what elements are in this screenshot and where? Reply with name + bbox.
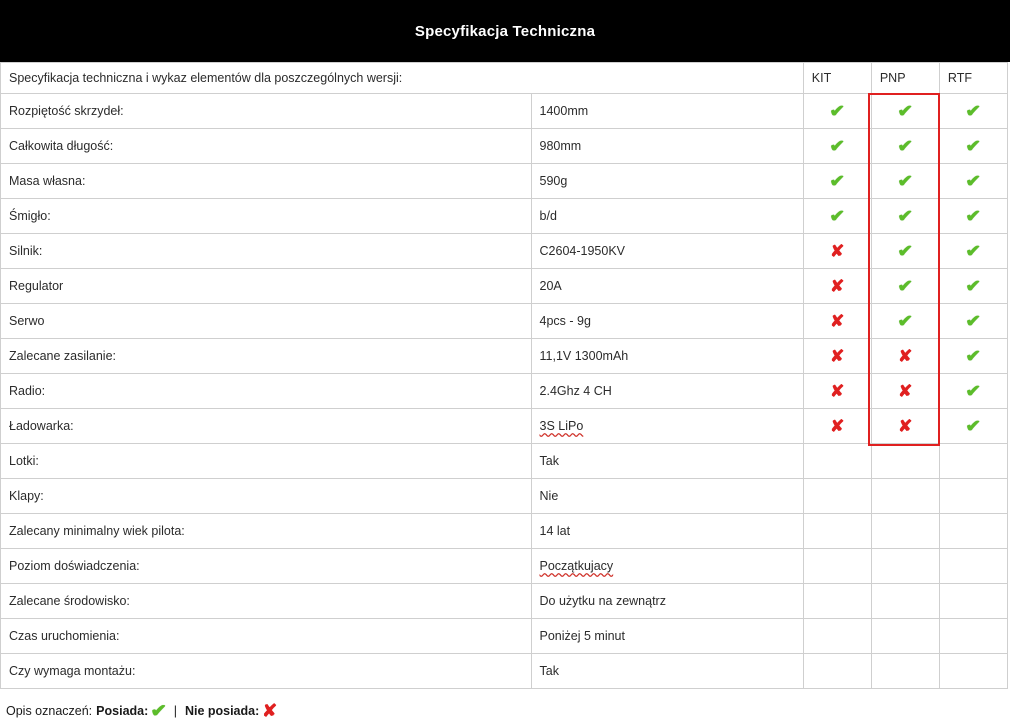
row-label: Rozpiętość skrzydeł: (1, 94, 532, 129)
cell-pnp (871, 234, 939, 269)
cell-kit (803, 304, 871, 339)
row-value: Do użytku na zewnątrz (531, 584, 803, 619)
table-row (1, 94, 1008, 129)
legend-separator: | (173, 704, 177, 718)
check-icon: ✔ (965, 346, 982, 366)
cell-pnp (871, 619, 939, 654)
row-value: 20A (531, 269, 803, 304)
cell-rtf (939, 654, 1007, 689)
table-row (1, 549, 1008, 584)
legend (0, 703, 1010, 719)
table-row (1, 129, 1008, 164)
check-icon: ✔ (897, 101, 914, 121)
specification-table-body (1, 63, 1008, 689)
check-icon: ✔ (897, 206, 914, 226)
cell-kit (803, 584, 871, 619)
cell-pnp (871, 339, 939, 374)
table-row (1, 374, 1008, 409)
cell-rtf (939, 514, 1007, 549)
cell-rtf (939, 129, 1007, 164)
row-value: 590g (531, 164, 803, 199)
cell-kit (803, 619, 871, 654)
row-label: Ładowarka: (1, 409, 532, 444)
row-value: 2.4Ghz 4 CH (531, 374, 803, 409)
row-value: 1400mm (531, 94, 803, 129)
cell-kit (803, 654, 871, 689)
row-value (531, 409, 803, 444)
cross-icon: ✘ (830, 346, 845, 366)
cell-kit (803, 339, 871, 374)
table-row (1, 584, 1008, 619)
cell-kit (803, 374, 871, 409)
cell-rtf (939, 584, 1007, 619)
cross-icon: ✘ (830, 276, 845, 296)
row-label: Zalecane zasilanie: (1, 339, 532, 374)
cell-kit (803, 514, 871, 549)
table-row (1, 234, 1008, 269)
table-row (1, 444, 1008, 479)
row-label: Śmigło: (1, 199, 532, 234)
check-icon: ✔ (829, 206, 846, 226)
legend-prefix: Opis oznaczeń: (6, 704, 93, 718)
column-header-kit: KIT (803, 63, 871, 94)
cell-pnp (871, 654, 939, 689)
cell-rtf (939, 94, 1007, 129)
cell-pnp (871, 374, 939, 409)
cell-pnp (871, 199, 939, 234)
cell-pnp (871, 409, 939, 444)
page-title (0, 0, 1010, 62)
row-label: Silnik: (1, 234, 532, 269)
row-label: Czy wymaga montażu: (1, 654, 532, 689)
cell-rtf (939, 409, 1007, 444)
cell-kit (803, 94, 871, 129)
check-icon: ✔ (897, 241, 914, 261)
check-icon: ✔ (965, 276, 982, 296)
cell-pnp (871, 129, 939, 164)
cross-icon: ✘ (830, 311, 845, 331)
cross-icon: ✘ (830, 416, 845, 436)
cell-kit (803, 549, 871, 584)
row-value: Nie (531, 479, 803, 514)
table-row (1, 514, 1008, 549)
check-icon: ✔ (965, 311, 982, 331)
check-icon: ✔ (897, 171, 914, 191)
check-icon: ✔ (829, 136, 846, 156)
cell-rtf (939, 339, 1007, 374)
cell-pnp (871, 514, 939, 549)
check-icon: ✔ (965, 101, 982, 121)
row-value: 4pcs - 9g (531, 304, 803, 339)
cell-rtf (939, 549, 1007, 584)
row-label: Zalecany minimalny wiek pilota: (1, 514, 532, 549)
cross-icon: ✘ (830, 381, 845, 401)
row-value: 11,1V 1300mAh (531, 339, 803, 374)
cell-kit (803, 444, 871, 479)
column-header-rtf: RTF (939, 63, 1007, 94)
check-icon: ✔ (150, 702, 168, 721)
cross-icon: ✘ (898, 416, 913, 436)
cell-rtf (939, 234, 1007, 269)
cell-pnp (871, 549, 939, 584)
cell-rtf (939, 479, 1007, 514)
table-row (1, 479, 1008, 514)
cell-kit (803, 269, 871, 304)
table-row (1, 164, 1008, 199)
row-value: 14 lat (531, 514, 803, 549)
table-intro-label: Specyfikacja techniczna i wykaz elementów dla poszczególnych wersji: (1, 63, 804, 94)
row-value-text: Początkujacy (539, 559, 614, 573)
row-value: 980mm (531, 129, 803, 164)
cell-rtf (939, 164, 1007, 199)
row-label: Zalecane środowisko: (1, 584, 532, 619)
table-row (1, 409, 1008, 444)
table-header-row (1, 63, 1008, 94)
cell-pnp (871, 164, 939, 199)
row-label: Regulator (1, 269, 532, 304)
cell-rtf (939, 269, 1007, 304)
row-value: Poniżej 5 minut (531, 619, 803, 654)
cross-icon: ✘ (898, 381, 913, 401)
cross-icon: ✘ (830, 241, 845, 261)
row-value: Tak (531, 654, 803, 689)
cell-kit (803, 129, 871, 164)
check-icon: ✔ (829, 171, 846, 191)
cell-rtf (939, 444, 1007, 479)
cell-pnp (871, 479, 939, 514)
column-header-pnp: PNP (871, 63, 939, 94)
row-label: Masa własna: (1, 164, 532, 199)
row-label: Radio: (1, 374, 532, 409)
check-icon: ✔ (965, 171, 982, 191)
check-icon: ✔ (897, 136, 914, 156)
row-value-text: 3S LiPo (539, 419, 584, 433)
legend-has-label: Posiada: (96, 704, 149, 718)
check-icon: ✔ (897, 276, 914, 296)
cell-pnp (871, 304, 939, 339)
cell-rtf (939, 374, 1007, 409)
table-row (1, 654, 1008, 689)
check-icon: ✔ (829, 101, 846, 121)
row-label: Poziom doświadczenia: (1, 549, 532, 584)
cell-pnp (871, 94, 939, 129)
page-title-text: Specyfikacja Techniczna (414, 22, 596, 40)
row-label: Całkowita długość: (1, 129, 532, 164)
check-icon: ✔ (897, 311, 914, 331)
cell-pnp (871, 584, 939, 619)
row-value (531, 549, 803, 584)
legend-not-label: Nie posiada: (184, 704, 260, 718)
cell-pnp (871, 269, 939, 304)
check-icon: ✔ (965, 136, 982, 156)
specification-table (0, 62, 1008, 689)
cell-kit (803, 164, 871, 199)
check-icon: ✔ (965, 416, 982, 436)
check-icon: ✔ (965, 241, 982, 261)
cell-kit (803, 199, 871, 234)
row-label: Lotki: (1, 444, 532, 479)
cross-icon: ✘ (898, 346, 913, 366)
cell-rtf (939, 619, 1007, 654)
cell-kit (803, 479, 871, 514)
row-value: C2604-1950KV (531, 234, 803, 269)
row-label: Czas uruchomienia: (1, 619, 532, 654)
cell-pnp (871, 444, 939, 479)
cross-icon: ✘ (262, 702, 278, 721)
row-value: b/d (531, 199, 803, 234)
table-row (1, 269, 1008, 304)
table-row (1, 304, 1008, 339)
table-row (1, 199, 1008, 234)
table-row (1, 619, 1008, 654)
cell-rtf (939, 199, 1007, 234)
check-icon: ✔ (965, 381, 982, 401)
row-label: Klapy: (1, 479, 532, 514)
cell-kit (803, 409, 871, 444)
row-value: Tak (531, 444, 803, 479)
row-label: Serwo (1, 304, 532, 339)
check-icon: ✔ (965, 206, 982, 226)
table-row (1, 339, 1008, 374)
cell-kit (803, 234, 871, 269)
cell-rtf (939, 304, 1007, 339)
